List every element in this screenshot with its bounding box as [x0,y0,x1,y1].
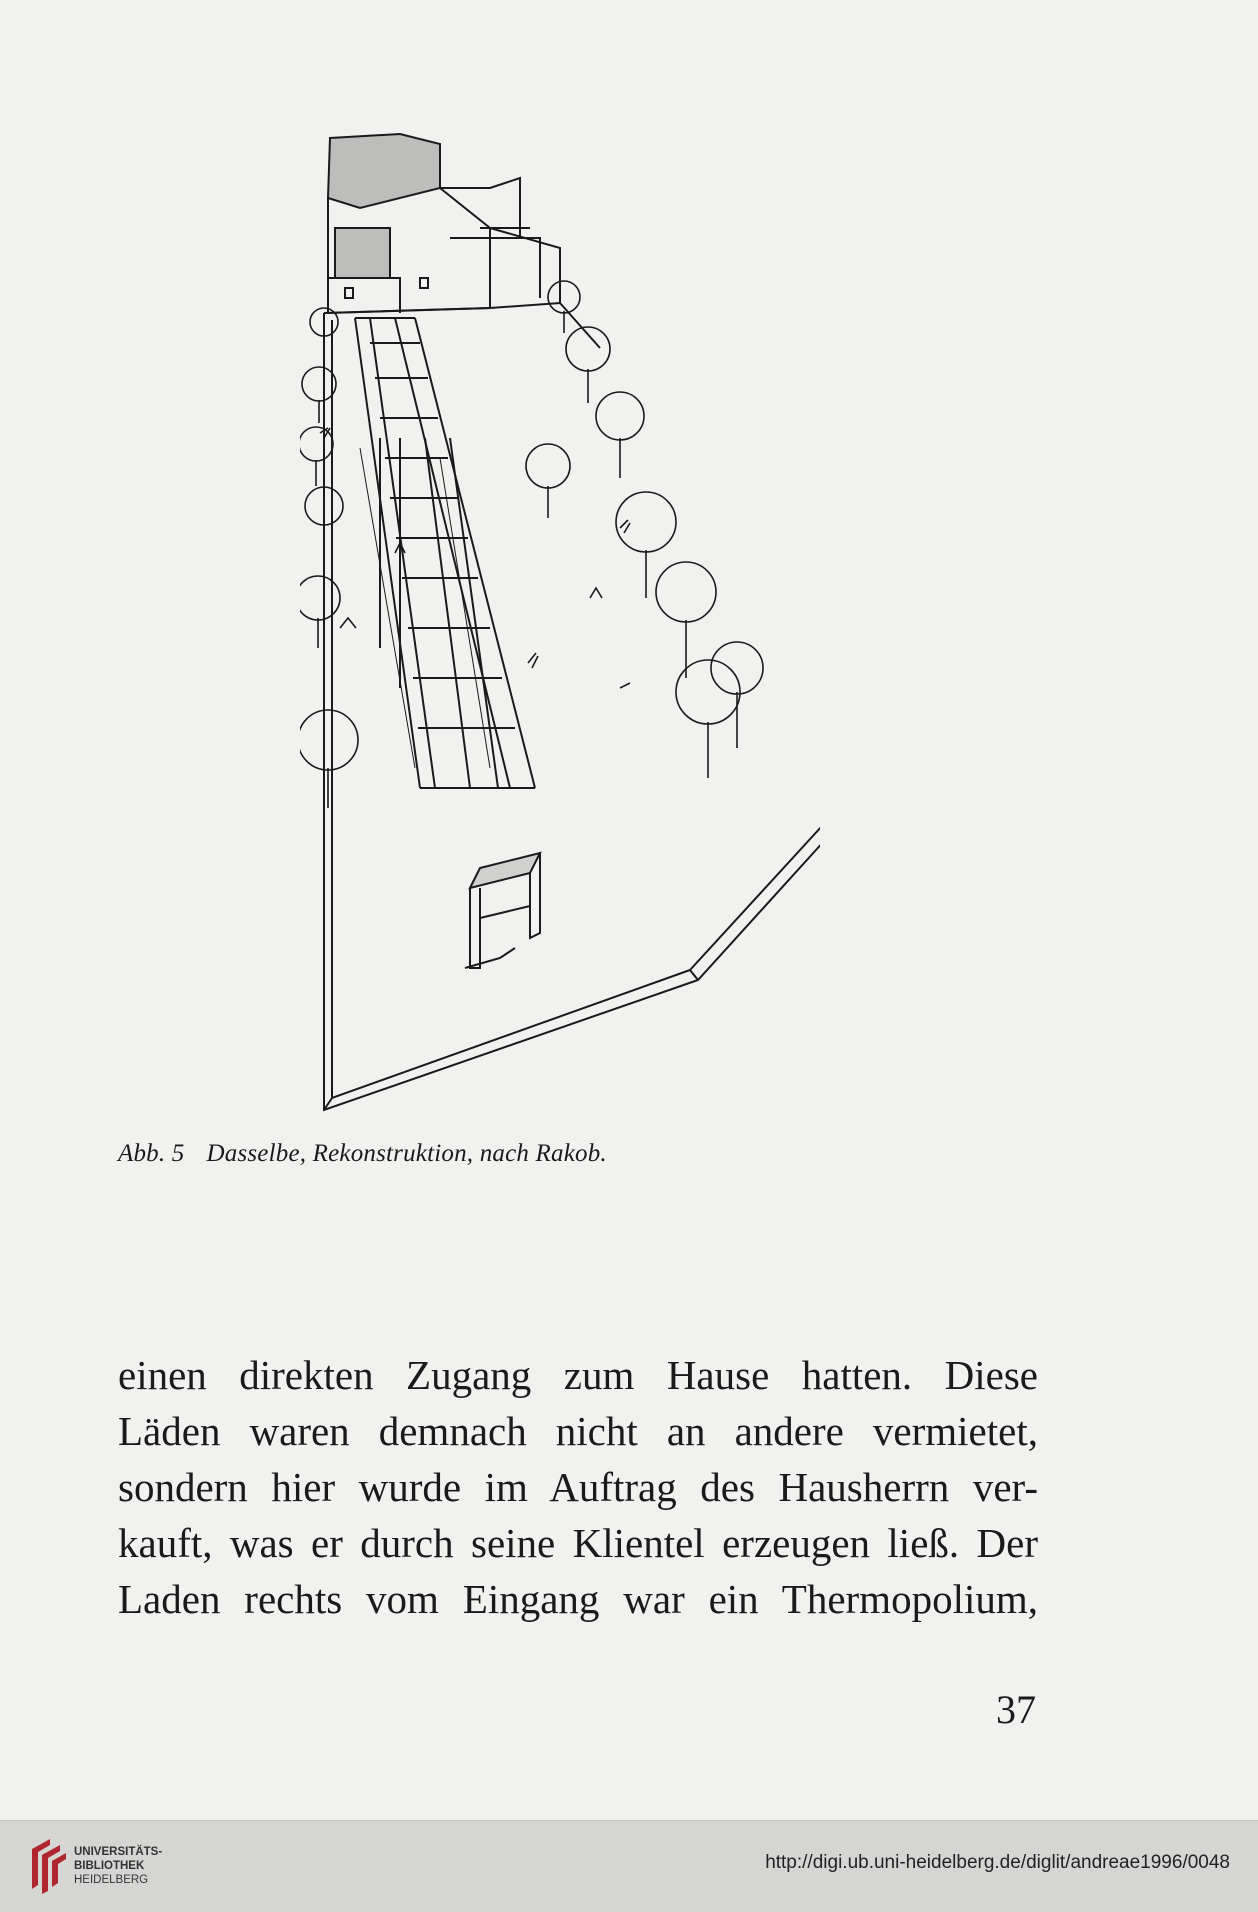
body-paragraph [118,1347,1038,1627]
house-building [324,134,600,348]
library-logo-icon [26,1835,70,1895]
entrance-gate [465,853,540,968]
digitization-footer [0,1820,1258,1912]
caption-number: Abb. 5 [118,1140,185,1167]
pergola [355,318,535,788]
caption-text: Dasselbe, Rekonstruktion, nach Rakob. [206,1140,607,1167]
figure-caption [118,1140,607,1168]
garden-trees [300,281,763,808]
library-name-line: HEIDELBERG [74,1874,149,1886]
page-number: 37 [996,1687,1036,1732]
library-name-line: UNIVERSITÄTS- [74,1846,163,1858]
text-line: sondern hier wurde im Auftrag des Hausherrn ver- [118,1464,1038,1510]
library-name-line: BIBLIOTHEK [74,1860,145,1872]
reconstruction-illustration [300,128,820,1118]
text-line: kauft, was er durch seine Klientel erzeugen ließ. Der [118,1520,1038,1566]
text-line: einen direkten Zugang zum Hause hatten. Diese [118,1352,1038,1398]
text-line: Läden waren demnach nicht an andere vermietet, [118,1408,1038,1454]
library-name [74,1845,162,1887]
source-url-link[interactable]: http://digi.ub.uni-heidelberg.de/diglit/andreae1996/0048 [765,1852,1230,1873]
text-line: Laden rechts vom Eingang war ein Thermopolium, [118,1576,1038,1622]
